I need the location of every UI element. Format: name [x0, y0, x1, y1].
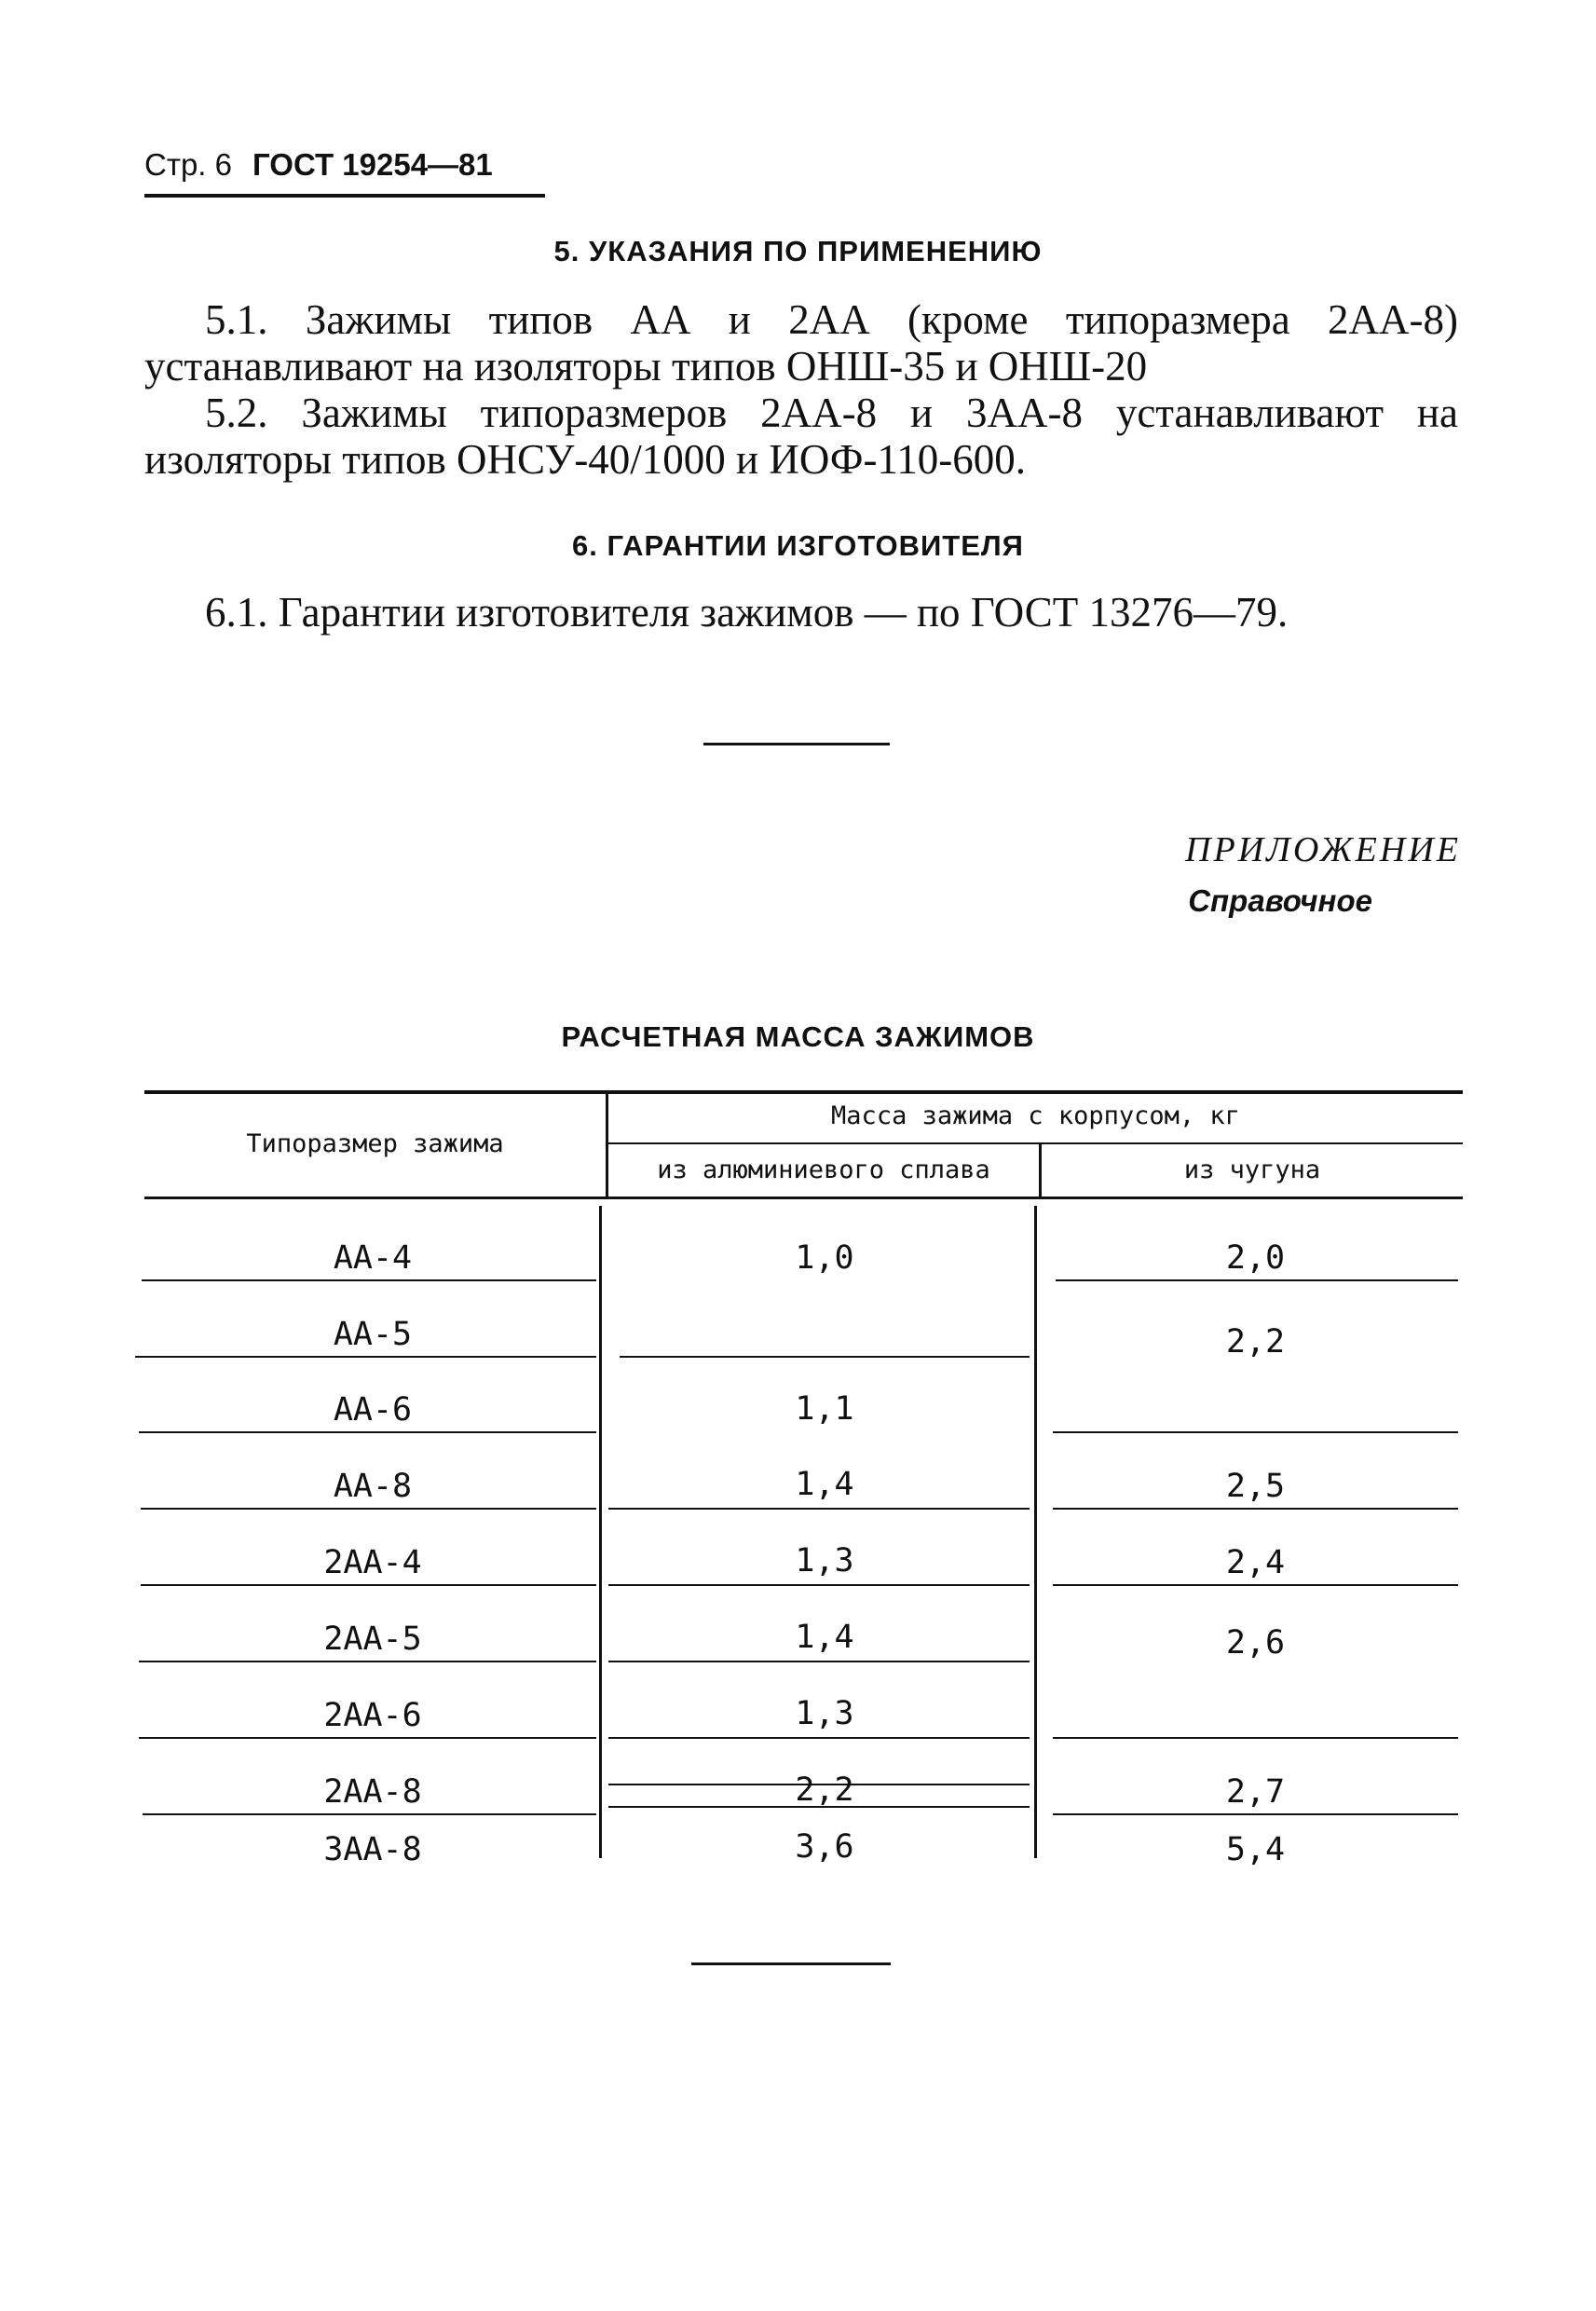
table-cell-size: 3АА-8	[323, 1831, 422, 1868]
size-rule	[141, 1584, 596, 1586]
table-cell-size: АА-8	[333, 1468, 413, 1505]
table-cell-size: АА-6	[333, 1391, 413, 1429]
table-top-rule	[144, 1090, 1463, 1094]
size-rule	[142, 1279, 596, 1281]
header-bottom-rule	[144, 1197, 1463, 1199]
size-rule	[135, 1356, 596, 1358]
iron-rule	[1053, 1813, 1458, 1815]
table-cell-aluminium: 1,3	[795, 1695, 854, 1732]
section-5-body	[144, 296, 1458, 483]
appendix-title: ПРИЛОЖЕНИЕ	[1185, 830, 1461, 869]
iron-rule	[1053, 1508, 1458, 1510]
header-size: Типоразмер зажима	[246, 1129, 504, 1158]
table-cell-size: АА-5	[333, 1316, 413, 1353]
size-rule	[139, 1431, 596, 1433]
running-head	[144, 147, 493, 183]
table-cell-iron: 2,5	[1225, 1468, 1286, 1505]
table-cell-size: 2АА-6	[323, 1697, 422, 1734]
aluminium-rule	[608, 1508, 1030, 1510]
body-divider-1	[599, 1206, 602, 1858]
mass-table	[144, 1090, 1463, 1868]
section-6-body	[144, 589, 1458, 636]
table-cell-size: 2АА-8	[323, 1773, 422, 1811]
iron-rule	[1056, 1279, 1458, 1281]
table-cell-size: 2АА-5	[323, 1620, 422, 1658]
section-5-heading: 5. УКАЗАНИЯ ПО ПРИМЕНЕНИЮ	[553, 235, 1043, 267]
table-cell-iron: 2,7	[1225, 1773, 1286, 1811]
size-rule	[139, 1661, 596, 1662]
table-cell-aluminium: 1,3	[795, 1542, 854, 1579]
table-cell-aluminium: 1,4	[795, 1619, 854, 1656]
section-6-heading: 6. ГАРАНТИИ ИЗГОТОВИТЕЛЯ	[572, 529, 1024, 562]
aluminium-rule	[608, 1737, 1030, 1739]
appendix-label	[1185, 829, 1461, 919]
table-cell-aluminium: 1,0	[795, 1239, 854, 1277]
size-rule	[143, 1813, 596, 1815]
table-cell-aluminium: 1,4	[795, 1466, 854, 1503]
page-number: Стр. 6	[144, 147, 232, 182]
header-aluminium: из алюминиевого сплава	[657, 1156, 990, 1184]
table-cell-aluminium: 3,6	[795, 1828, 854, 1866]
table-cell-aluminium: 2,2	[795, 1771, 854, 1809]
header-iron: из чугуна	[1183, 1156, 1321, 1184]
end-divider	[691, 1962, 891, 1965]
table-cell-iron: 2,0	[1225, 1239, 1286, 1277]
table-cell-iron: 2,4	[1225, 1544, 1286, 1581]
header-subrule	[607, 1142, 1463, 1144]
table-cell-iron: 2,2	[1225, 1323, 1286, 1361]
table-cell-size: АА-4	[333, 1239, 413, 1277]
table-cell-iron: 2,6	[1225, 1624, 1286, 1661]
section-divider	[703, 743, 890, 745]
body-divider-2	[1034, 1206, 1037, 1858]
table-cell-aluminium: 1,1	[795, 1390, 854, 1428]
header-mass: Масса зажима с корпусом, кг	[831, 1101, 1240, 1130]
iron-rule	[1053, 1737, 1458, 1739]
size-rule	[141, 1508, 596, 1510]
table-cell-size: 2АА-4	[323, 1544, 422, 1581]
appendix-subtitle: Справочное	[1188, 883, 1372, 918]
iron-rule	[1053, 1431, 1458, 1433]
aluminium-rule	[620, 1356, 1030, 1358]
running-head-rule	[144, 194, 545, 198]
iron-rule	[1053, 1584, 1458, 1586]
paragraph-6-1: 6.1. Гарантии изготовителя зажимов — по ГОСТ 13276—79.	[205, 589, 1289, 636]
table-title: РАСЧЕТНАЯ МАССА ЗАЖИМОВ	[561, 1020, 1035, 1053]
size-rule	[139, 1737, 596, 1739]
paragraph-5-1: 5.1. Зажимы типов АА и 2АА (кроме типоразмера 2АА-8) устанавливают на изоляторы типов ОНШ-35 и ОНШ-20	[144, 296, 1458, 390]
paragraph-5-2: 5.2. Зажимы типоразмеров 2АА-8 и 3АА-8 устанавливают на изоляторы типов ОНСУ-40/1000 и ИОФ-110-600.	[144, 390, 1458, 483]
standard-number: ГОСТ 19254—81	[252, 147, 493, 182]
table-cell-iron: 5,4	[1225, 1831, 1286, 1868]
aluminium-rule	[608, 1661, 1030, 1662]
aluminium-rule	[608, 1584, 1030, 1586]
